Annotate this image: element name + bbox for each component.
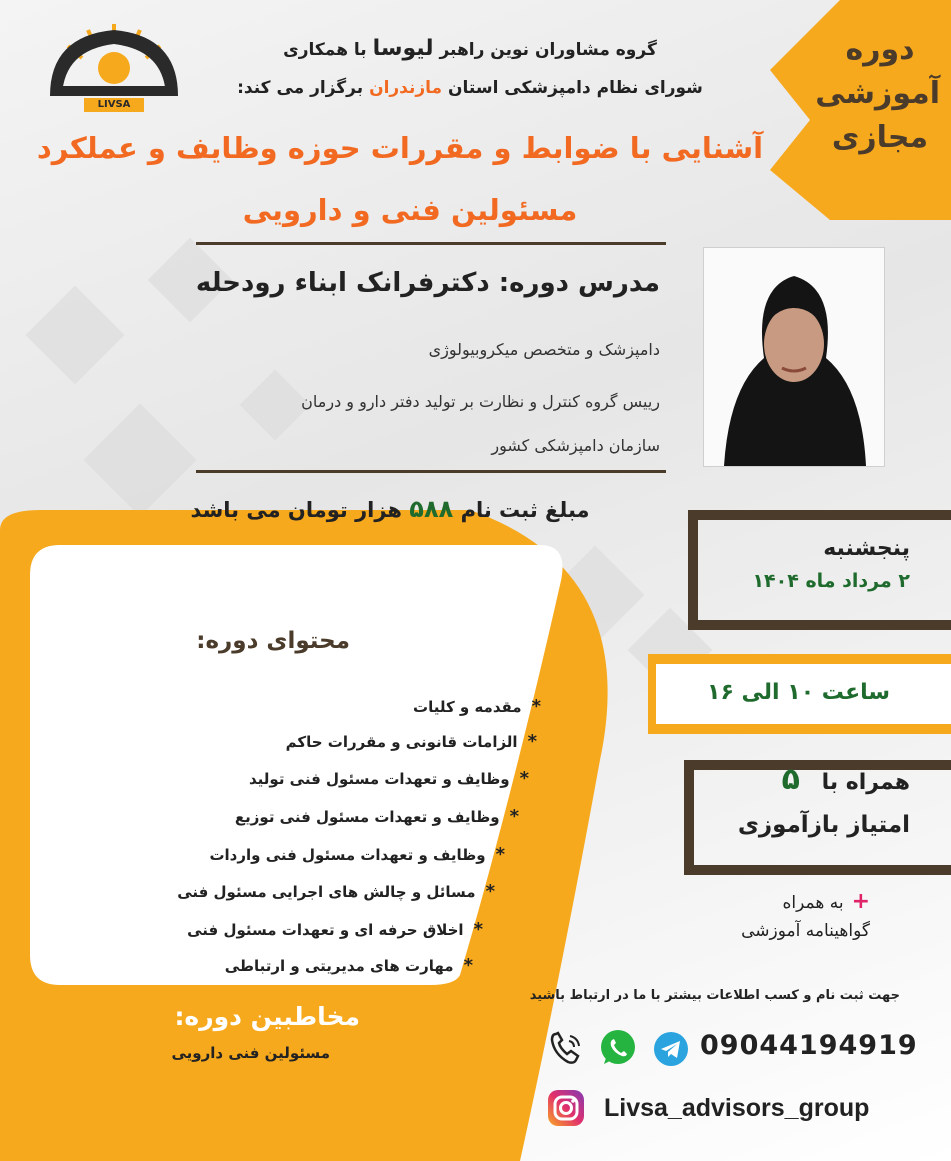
registration-fee <box>150 495 630 523</box>
audience-text: مسئولین فنی دارویی <box>171 1044 330 1062</box>
province-name: مازندران <box>369 78 443 98</box>
divider-top <box>196 242 666 245</box>
course-title-line-2: مسئولین فنی و دارویی <box>242 193 578 227</box>
organizer-line-1 <box>200 36 740 61</box>
certificate-note <box>660 888 870 945</box>
badge-line-3: مجازی <box>831 120 929 155</box>
points-prefix: همراه با <box>821 770 910 795</box>
instructor-desc-1: دامپزشک و متخصص میکروبیولوژی <box>428 340 660 359</box>
livsa-logo <box>44 16 184 116</box>
list-item <box>286 731 537 752</box>
fee-amount: ۵۸۸ <box>409 495 454 523</box>
fee-prefix: مبلغ ثبت نام <box>460 498 590 522</box>
content-heading: محتوای دوره: <box>196 628 350 654</box>
whatsapp-icon[interactable] <box>598 1028 638 1068</box>
list-item-text: مقدمه و کلیات <box>413 698 522 716</box>
logo-text: LIVSA <box>97 99 131 110</box>
list-item <box>177 881 495 902</box>
contact-note: جهت ثبت نام و کسب اطلاعات بیشتر با ما در ارتباط باشید <box>529 988 900 1003</box>
telegram-icon[interactable] <box>652 1030 690 1068</box>
brand-name: لیوسا <box>372 36 434 61</box>
bullet-icon: * <box>531 696 541 717</box>
audience-heading: مخاطبین دوره: <box>174 1002 360 1031</box>
plus-icon: + <box>851 889 870 914</box>
list-item-text: وظایف و تعهدات مسئول فنی واردات <box>209 846 486 864</box>
bullet-icon: * <box>495 844 505 865</box>
bullet-icon: * <box>509 806 519 827</box>
points-number: ۵ <box>781 762 800 797</box>
list-item <box>209 844 505 865</box>
date-value: ۲ مرداد ماه ۱۴۰۴ <box>752 570 910 592</box>
instructor-desc-2: رییس گروه کنترل و نظارت بر تولید دفتر دارو و درمان <box>301 392 660 411</box>
instructor-photo <box>703 247 885 467</box>
virtual-course-badge <box>815 28 940 160</box>
list-item <box>249 768 529 789</box>
divider-bottom <box>196 470 666 473</box>
points-line-1 <box>700 762 910 797</box>
bullet-icon: * <box>485 881 495 902</box>
certificate-line-1: به همراه <box>782 893 844 913</box>
fee-suffix: هزار تومان می باشد <box>190 498 402 522</box>
bullet-icon: * <box>527 731 537 752</box>
phone-number[interactable]: 09044194919 <box>700 1030 918 1061</box>
bullet-icon: * <box>463 955 473 976</box>
list-item-text: مهارت های مدیریتی و ارتباطی <box>224 957 454 975</box>
list-item <box>413 696 541 717</box>
points-label: امتیاز بازآموزی <box>737 812 910 838</box>
phone-icon[interactable] <box>548 1030 584 1066</box>
list-item-text: اخلاق حرفه ای و تعهدات مسئول فنی <box>187 921 464 939</box>
course-title-line-1: آشنایی با ضوابط و مقررات حوزه وظایف و عملکرد <box>36 131 764 165</box>
organizer-line-2 <box>200 78 740 98</box>
list-item-text: وظایف و تعهدات مسئول فنی توزیع <box>234 808 500 826</box>
organizer-prefix: گروه مشاوران نوین راهبر <box>439 40 657 60</box>
list-item <box>225 955 473 976</box>
list-item-text: وظایف و تعهدات مسئول فنی تولید <box>249 770 510 788</box>
list-item-text: الزامات قانونی و مقررات حاکم <box>285 733 518 751</box>
council-suffix: برگزار می کند: <box>237 78 364 98</box>
instructor-desc-3: سازمان دامپزشکی کشور <box>491 436 660 455</box>
instagram-icon[interactable] <box>546 1088 586 1128</box>
time-text: ساعت ۱۰ الی ۱۶ <box>707 680 890 705</box>
instagram-handle[interactable]: Livsa_advisors_group <box>604 1094 870 1122</box>
instructor-heading: مدرس دوره: دکترفرانک ابناء رودحله <box>195 268 660 298</box>
bullet-icon: * <box>473 919 483 940</box>
list-item <box>187 919 483 940</box>
badge-line-2: آموزشی <box>815 76 940 111</box>
organizer-suffix: با همکاری <box>283 40 367 60</box>
bullet-icon: * <box>519 768 529 789</box>
badge-line-1: دوره <box>845 32 915 67</box>
list-item-text: مسائل و چالش های اجرایی مسئول فنی <box>177 883 476 901</box>
council-prefix: شورای نظام دامپزشکی استان <box>448 78 703 98</box>
date-text <box>700 570 910 592</box>
date-day: پنجشنبه <box>823 536 910 561</box>
list-item <box>235 806 519 827</box>
certificate-line-2: گواهینامه آموزشی <box>741 921 870 941</box>
